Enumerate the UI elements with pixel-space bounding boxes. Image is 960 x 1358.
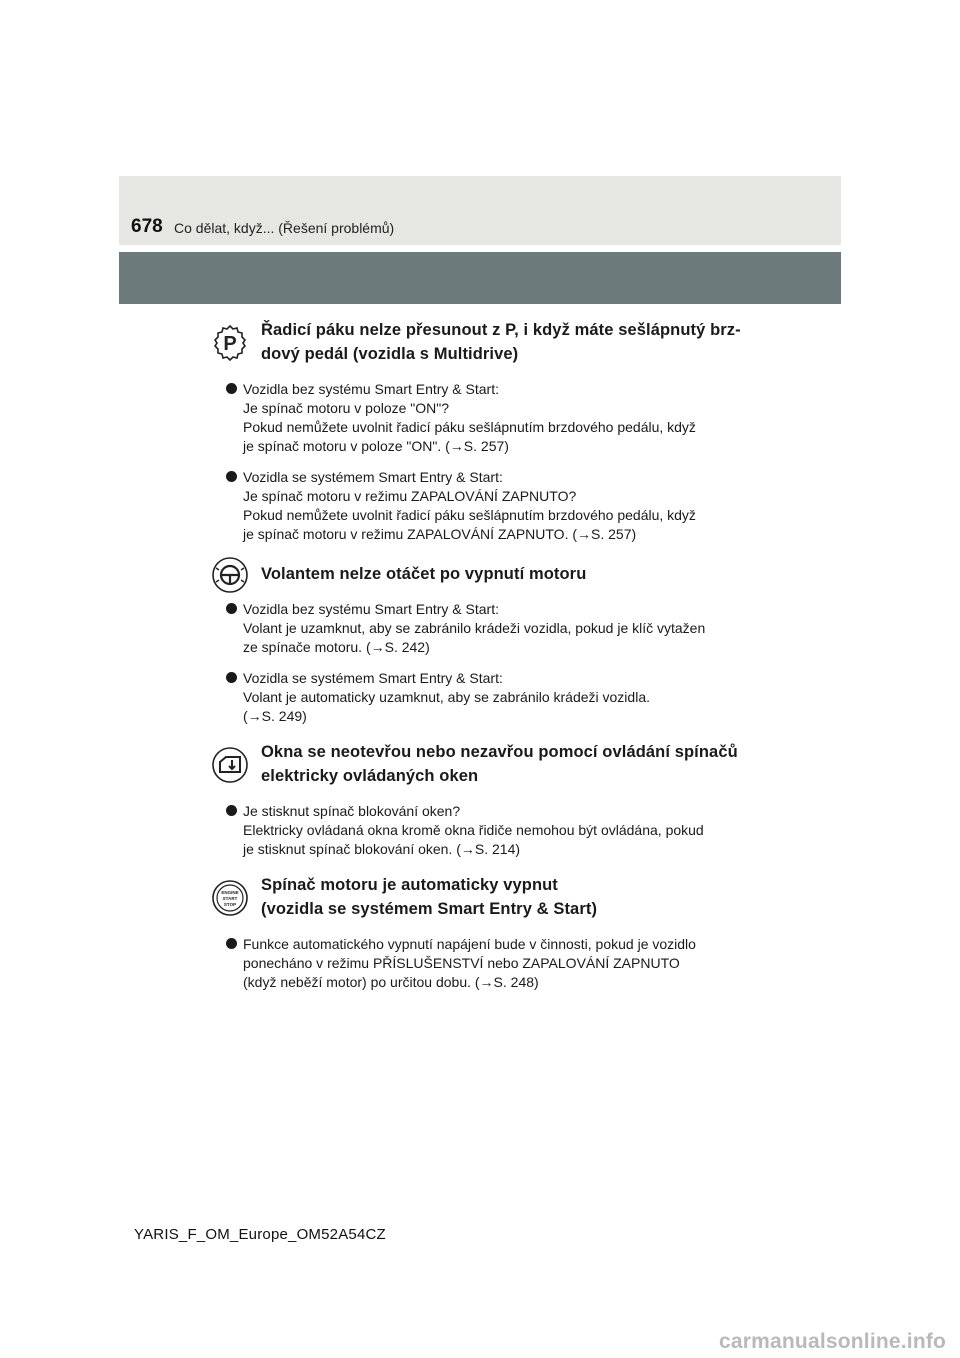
section-heading — [211, 562, 745, 586]
power-window-icon — [211, 746, 249, 784]
list-item — [211, 802, 745, 859]
section-title — [261, 740, 745, 788]
title-line: elektricky ovládaných oken — [261, 767, 479, 785]
list-item — [211, 600, 745, 657]
icon-text: START — [222, 896, 238, 901]
bullet-line: ponecháno v režimu PŘÍSLUŠENSTVÍ nebo ZAPALOVÁNÍ ZAPNUTO — [243, 955, 680, 971]
section-shift-lever — [211, 318, 745, 544]
section-power-windows — [211, 740, 745, 859]
engine-start-stop-icon — [211, 879, 249, 917]
watermark: carmanualsonline.info — [719, 1330, 947, 1353]
bullet-line: Elektricky ovládaná okna kromě okna řidiče nemohou být ovládána, pokud — [243, 822, 704, 838]
bullet-line: Pokud nemůžete uvolnit řadicí páku sešlápnutím brzdového pedálu, když — [243, 507, 696, 523]
chapter-title: Co dělat, když... (Řešení problémů) — [174, 220, 395, 236]
title-line: Okna se neotevřou nebo nezavřou pomocí ovládání spínačů — [261, 743, 738, 761]
section-title — [261, 873, 745, 921]
bullet-line: Volant je automaticky uzamknut, aby se zabránilo krádeži vozidla. — [243, 689, 650, 705]
list-item — [211, 669, 745, 726]
section-heading — [211, 740, 745, 788]
bullet-line: Vozidla bez systému Smart Entry & Start: — [243, 381, 499, 397]
title-line: Řadicí páku nelze přesunout z P, i když máte sešlápnutý brz- — [261, 321, 741, 339]
bullet-line: je spínač motoru v poloze "ON". (→S. 257) — [243, 438, 509, 454]
bullet-line: (když neběží motor) po určitou dobu. (→S. 248) — [243, 974, 539, 990]
bullet-icon — [226, 383, 237, 394]
bullet-line: je spínač motoru v režimu ZAPALOVÁNÍ ZAPNUTO. (→S. 257) — [243, 526, 637, 542]
bullet-line: (→S. 249) — [243, 708, 307, 724]
section-heading — [211, 318, 745, 366]
page-content — [211, 318, 745, 1004]
title-line: Spínač motoru je automaticky vypnut — [261, 876, 558, 894]
bullet-icon — [226, 672, 237, 683]
steering-wheel-icon — [211, 556, 249, 594]
bullet-icon — [226, 805, 237, 816]
title-line: (vozidla se systémem Smart Entry & Start) — [261, 900, 598, 918]
list-item — [211, 935, 745, 992]
bullet-line: Je spínač motoru v režimu ZAPALOVÁNÍ ZAPNUTO? — [243, 488, 577, 504]
icon-text: STOP — [223, 902, 237, 907]
section-engine-switch — [211, 873, 745, 992]
section-title — [261, 318, 745, 366]
bullet-line: Funkce automatického vypnutí napájení bude v činnosti, pokud je vozidlo — [243, 936, 696, 952]
page-number: 678 — [131, 216, 163, 237]
svg-text:P: P — [223, 333, 237, 355]
bullet-icon — [226, 938, 237, 949]
bullet-line: Vozidla se systémem Smart Entry & Start: — [243, 670, 503, 686]
bullet-line: Je spínač motoru v poloze "ON"? — [243, 400, 450, 416]
bullet-line: ze spínače motoru. (→S. 242) — [243, 639, 430, 655]
title-line: Volantem nelze otáčet po vypnutí motoru — [261, 565, 587, 583]
list-item — [211, 380, 745, 456]
bullet-icon — [226, 471, 237, 482]
section-title — [261, 562, 745, 586]
list-item — [211, 468, 745, 544]
section-bar — [119, 252, 841, 304]
section-heading — [211, 873, 745, 921]
bullet-line: je stisknut spínač blokování oken. (→S. 214) — [243, 841, 521, 857]
bullet-line: Volant je uzamknut, aby se zabránilo krádeži vozidla, pokud je klíč vytažen — [243, 620, 706, 636]
bullet-line: Je stisknut spínač blokování oken? — [243, 803, 461, 819]
bullet-line: Vozidla se systémem Smart Entry & Start: — [243, 469, 503, 485]
title-line: dový pedál (vozidla s Multidrive) — [261, 345, 519, 363]
footer-document-code: YARIS_F_OM_Europe_OM52A54CZ — [134, 1226, 386, 1243]
bullet-line: Pokud nemůžete uvolnit řadicí páku sešlápnutím brzdového pedálu, když — [243, 419, 696, 435]
icon-text: ENGINE — [221, 890, 239, 895]
section-steering — [211, 562, 745, 726]
bullet-line: Vozidla bez systému Smart Entry & Start: — [243, 601, 499, 617]
bullet-icon — [226, 603, 237, 614]
parking-gear-icon — [211, 324, 249, 362]
